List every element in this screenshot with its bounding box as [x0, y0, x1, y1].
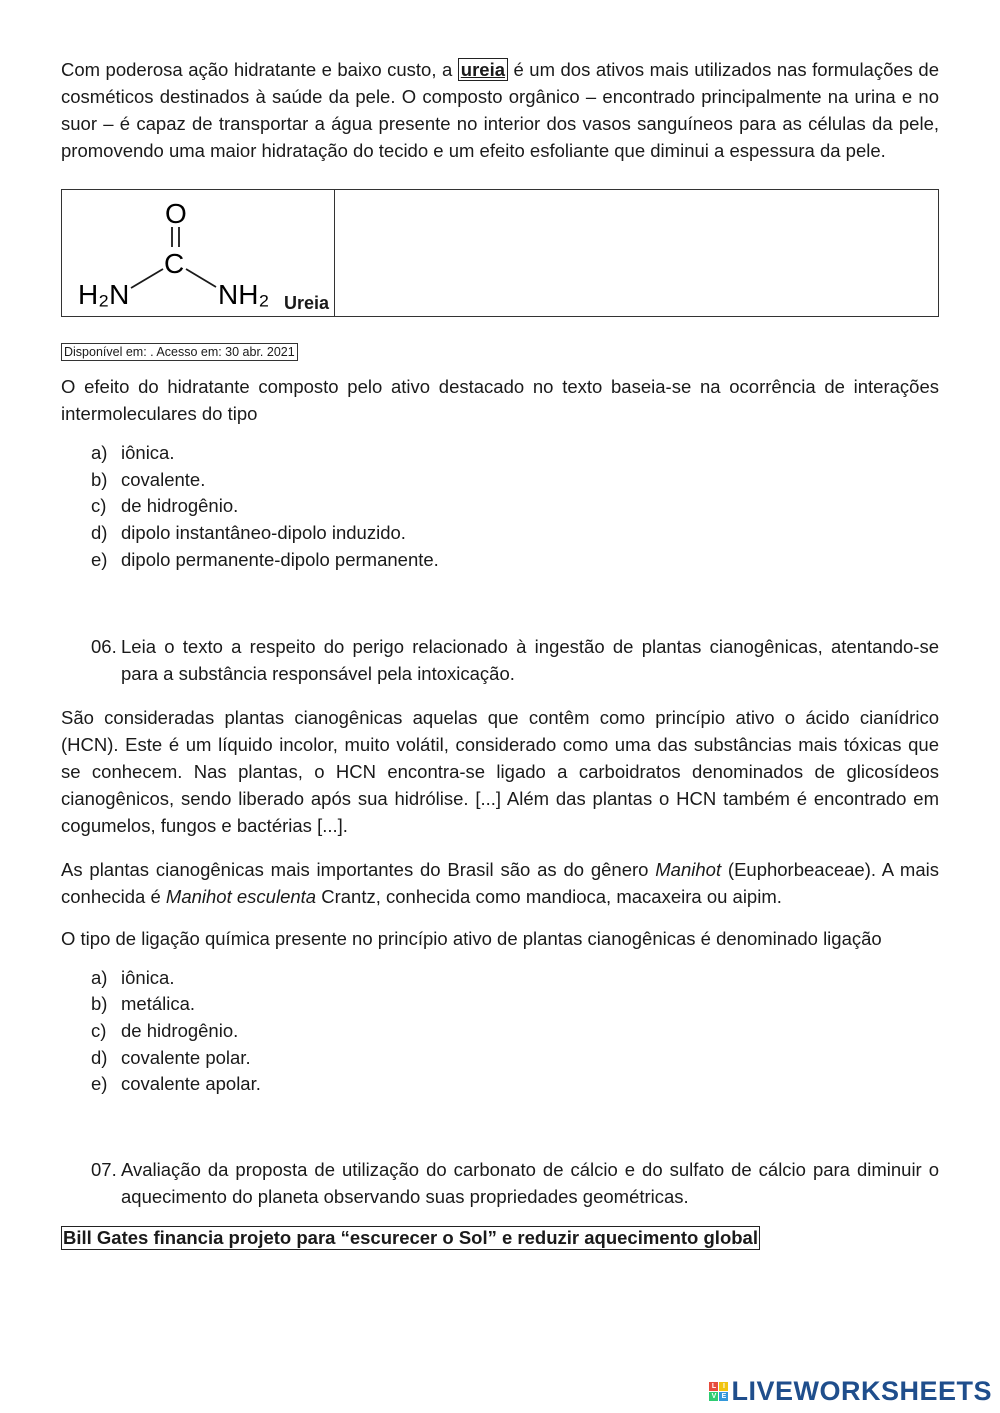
q7-heading: [91, 1156, 939, 1210]
q5-option-c[interactable]: c) de hidrogênio.: [91, 495, 239, 517]
q5-option-a[interactable]: a) iônica.: [91, 442, 175, 463]
q7-heading-text: Avaliação da proposta de utilização do carbonato de cálcio e do sulfato de cálcio para diminuir o aquecimento do planeta observando suas propriedades geométricas.: [121, 1159, 939, 1208]
q6-option-b[interactable]: b) metálica.: [91, 993, 196, 1015]
urea-structure: [62, 190, 335, 316]
brand-name: LIVEWORKSHEETS: [731, 1376, 992, 1406]
liveworksheets-logo: [709, 1376, 992, 1407]
q6-option-e[interactable]: e) covalente apolar.: [91, 1073, 261, 1095]
q6-heading: [91, 633, 939, 687]
bond-c-n-right: [186, 269, 216, 287]
q5-options: [91, 440, 939, 574]
q6-option-a[interactable]: a) iônica.: [91, 966, 175, 988]
q6-paragraph-1: São consideradas plantas cianogênicas aquelas que contêm como princípio ativo o ácido cianídrico (HCN). Este é um líquido incolor, muito volátil, considerado como uma das substâncias mais tóxicas que se conhecem. Nas plantas, o HCN encontra-se ligado a carboidratos denominados de glicosídeos cianogênicos, sendo liberado após sua hidrólise. [...] Além das plantas o HCN também é encontrado em cogumelos, fungos e bactérias [...].: [61, 706, 939, 836]
group-nh2: NH₂: [218, 279, 270, 310]
q5-option-e[interactable]: e) dipolo permanente-dipolo permanente.: [91, 548, 439, 570]
q7-number: 07.: [91, 1159, 117, 1181]
bond-c-n-left: [131, 269, 163, 288]
q5-option-d[interactable]: d) dipolo instantâneo-dipolo induzido.: [91, 522, 406, 544]
source-citation: Disponível em: . Acesso em: 30 abr. 2021: [61, 343, 298, 361]
q6-option-c[interactable]: c) de hidrogênio.: [91, 1019, 239, 1041]
intro-paragraph: Com poderosa ação hidratante e baixo custo, a ureia é um dos ativos mais utilizados nas formulações de cosméticos destinados à saúde da pele. O composto orgânico – encontrado principalmente na urina e no suor – é capaz de transportar a água presente no interior dos vasos sanguíneos para as células da pele, promovendo uma maior hidratação do tecido e um efeito esfoliante que diminui a espessura da pele.: [61, 59, 940, 161]
news-headline: Bill Gates financia projeto para “escurecer o Sol” e reduzir aquecimento global: [63, 1227, 758, 1249]
q6-heading-text: Leia o texto a respeito do perigo relacionado à ingestão de plantas cianogênicas, atentando-se para a substância responsável pela intoxicação.: [121, 635, 939, 684]
q5-stem: O efeito do hidratante composto pelo ativo destacado no texto baseia-se na ocorrência de interações intermoleculares do tipo: [61, 376, 939, 424]
q6-paragraph-2: As plantas cianogênicas mais importantes do Brasil são as do gênero Manihot (Euphorbeaceae). A mais conhecida é Manihot esculenta Crantz, conhecida como mandioca, macaxeira ou aipim.: [61, 858, 939, 907]
highlighted-term: ureia: [458, 58, 508, 81]
liveworksheets-icon: L I V E: [709, 1382, 728, 1401]
q6-option-d[interactable]: d) covalente polar.: [91, 1046, 251, 1068]
group-h2n: H₂N: [78, 279, 130, 310]
atom-o: O: [165, 198, 187, 229]
q5-option-b[interactable]: b) covalente.: [91, 468, 206, 490]
worksheet-page: [61, 56, 939, 1250]
q6-number: 06.: [91, 635, 117, 657]
q6-options: [91, 965, 939, 1099]
urea-figure-box: [61, 189, 939, 317]
urea-label: Ureia: [284, 293, 330, 313]
atom-c: C: [164, 248, 185, 279]
q6-stem: O tipo de ligação química presente no princípio ativo de plantas cianogênicas é denominado ligação: [61, 927, 882, 949]
